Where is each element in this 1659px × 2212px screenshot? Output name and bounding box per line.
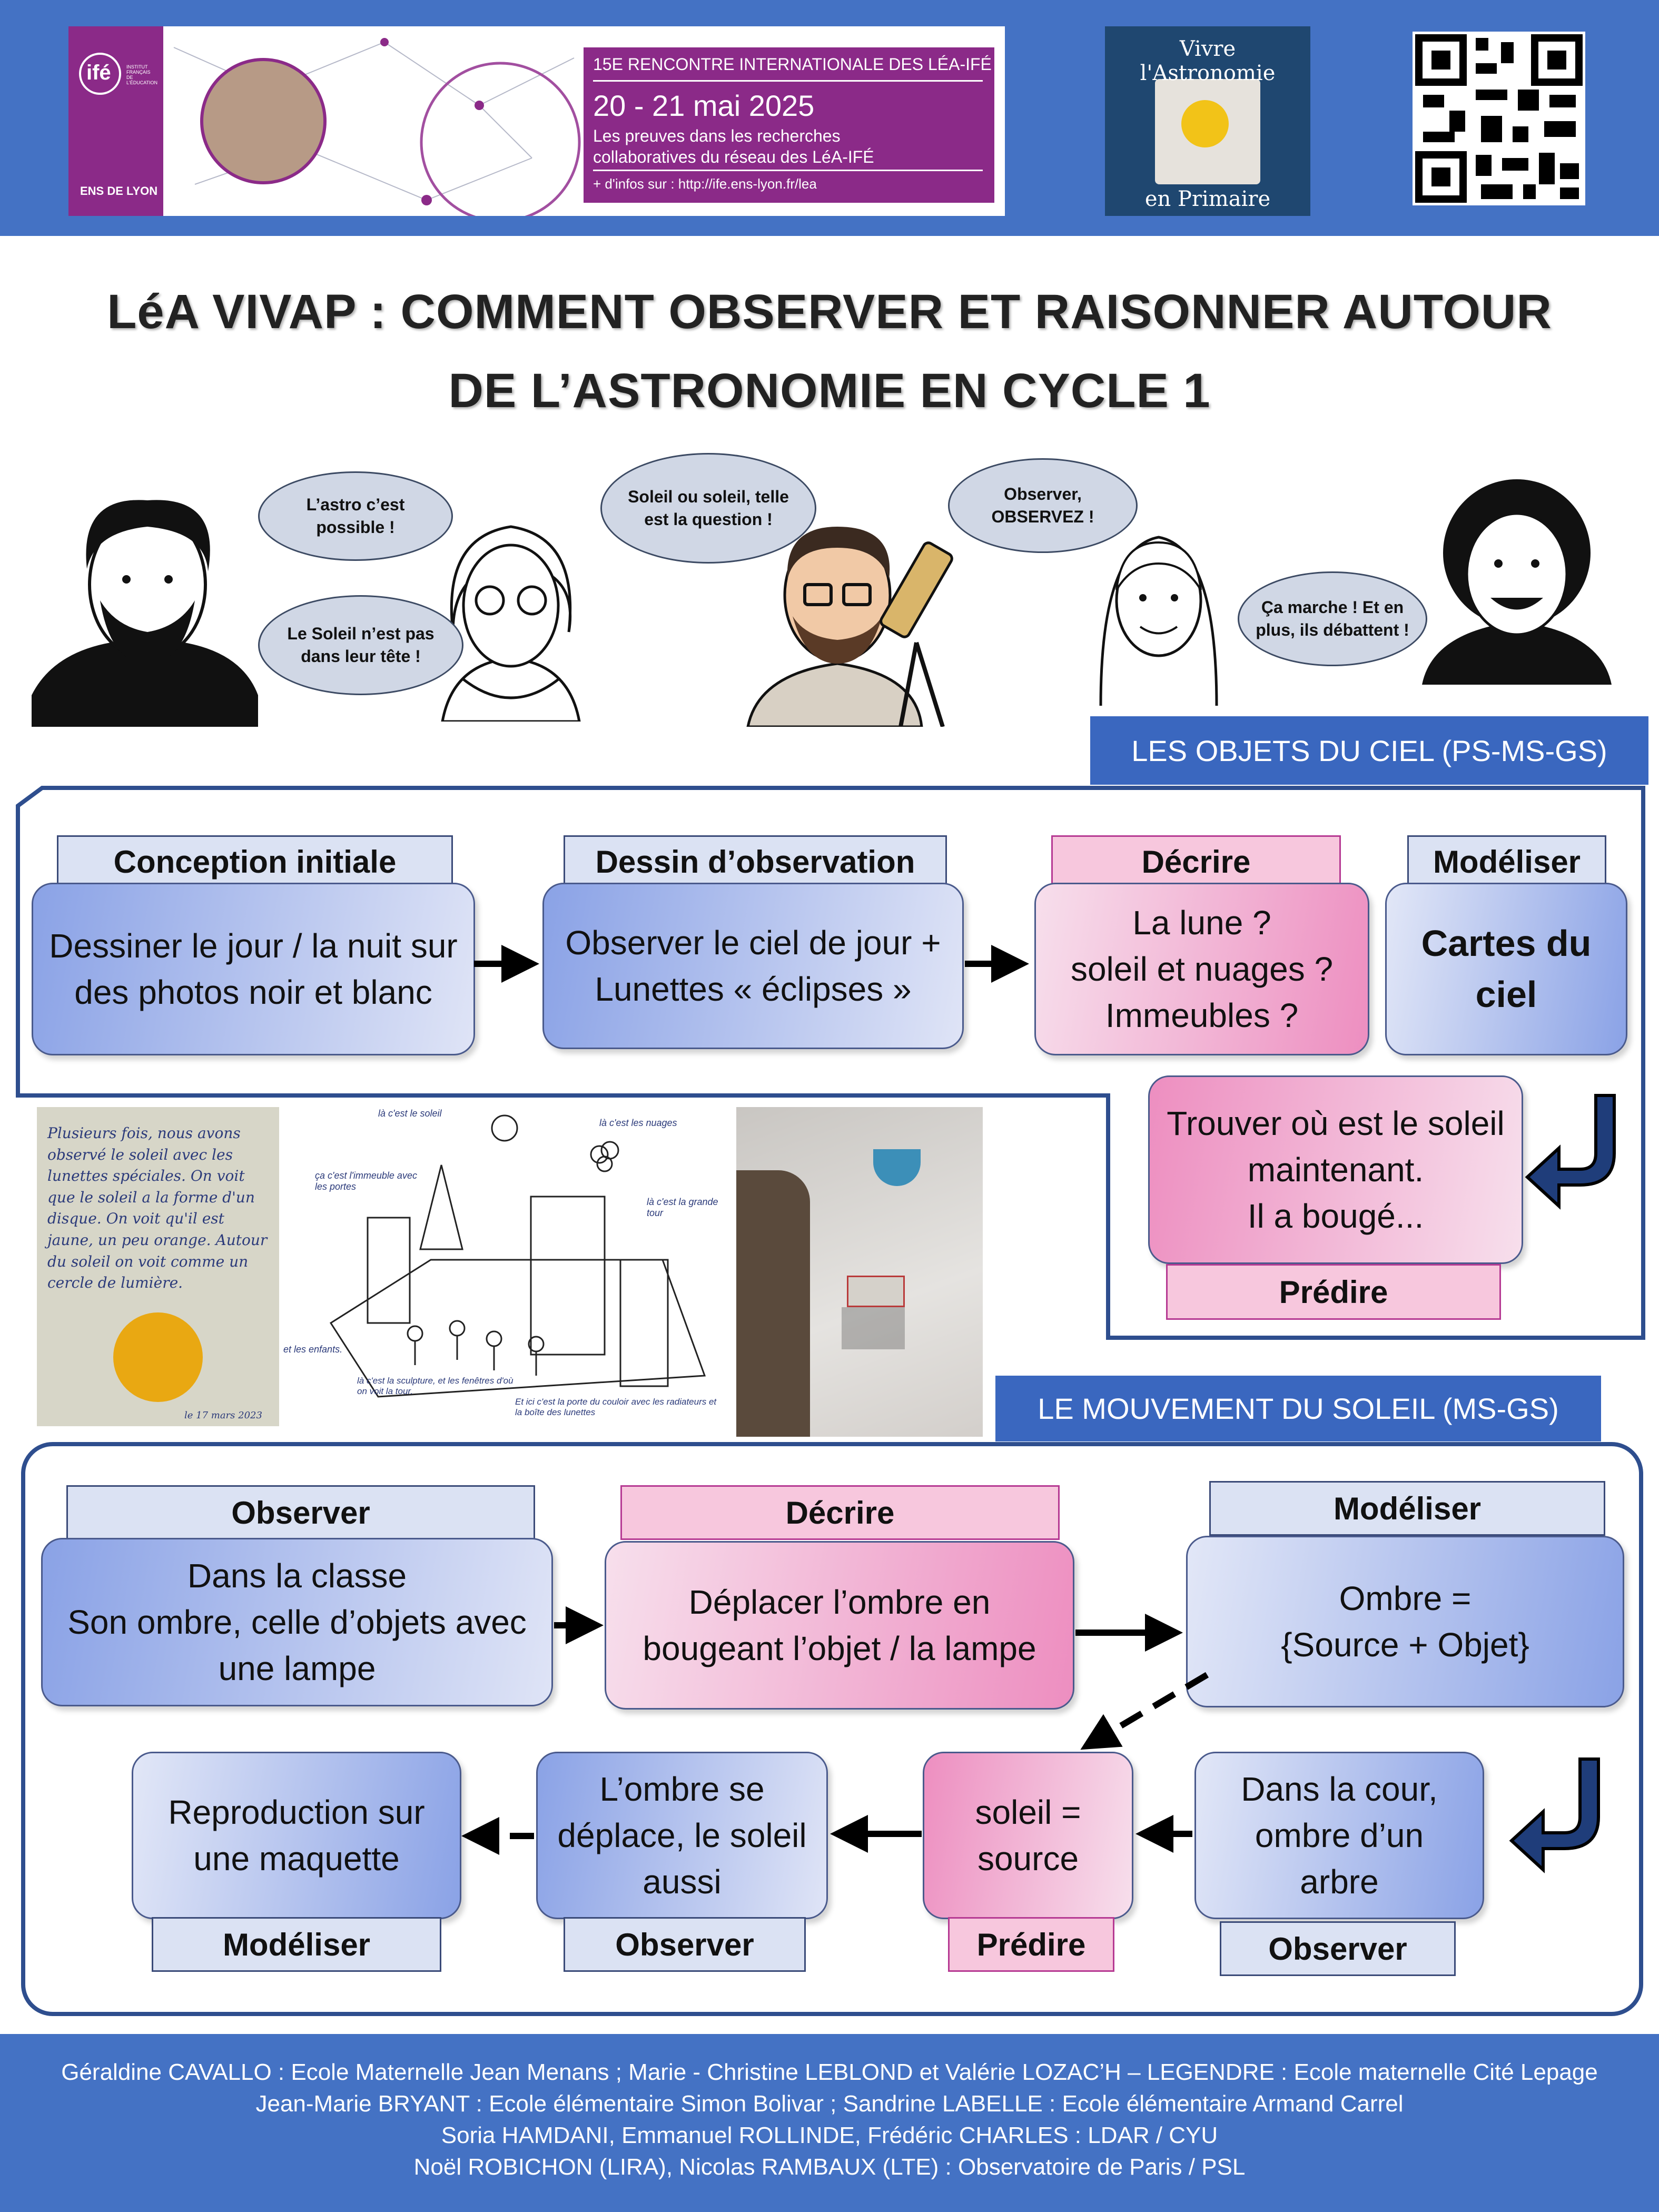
speech-bubble-2: Le Soleil n’est pas dans leur tête ! [258,595,463,695]
label-dessin-observation: Dessin d’observation [564,835,947,888]
footer-line-1: Géraldine CAVALLO : Ecole Maternelle Jean Menans ; Marie - Christine LEBLOND et Valérie LOZAC’H – LEGENDRE : Ecole maternelle Cité Lepage [61,2059,1598,2085]
event-subtitle-2: collaboratives du réseau des LéA-IFÉ [593,147,874,166]
box-conception-initiale: Dessiner le jour / la nuit sur des photos noir et blanc [32,883,475,1055]
page-title-line-2: DE L’ASTRONOMIE EN CYCLE 1 [448,364,1211,418]
label-predire: Prédire [1166,1264,1501,1320]
box-observer-classe: Dans la classe Son ombre, celle d’objets avec une lampe [41,1538,553,1706]
notebook-date: le 17 mars 2023 [184,1410,262,1421]
event-title: 15E RENCONTRE INTERNATIONALE DES LÉA-IFÉ [593,55,992,74]
box-predire: Trouver où est le soleil maintenant. Il a bougé... [1148,1075,1523,1264]
box-modeliser-ombre: Ombre = {Source + Objet} [1186,1536,1624,1707]
event-dates: 20 - 21 mai 2025 [593,89,815,122]
drawing-note-door: Et ici c'est la porte du couloir avec les radiateurs et la boîte des lunettes [515,1397,717,1417]
drawing-note-building: ça c'est l'immeuble avec les portes [315,1170,417,1192]
box-dessin-observation: Observer le ciel de jour + Lunettes « éclipses » [542,883,964,1049]
drawing-note-children: et les enfants. [283,1344,343,1355]
footer-line-4: Noël ROBICHON (LIRA), Nicolas RAMBAUX (LTE) : Observatoire de Paris / PSL [413,2154,1246,2180]
ife-logo-subtext: INSTITUT FRANÇAIS DE L'ÉDUCATION [126,64,158,85]
speech-bubble-3: Soleil ou soleil, telle est la question ! [600,453,816,564]
label-decrire: Décrire [1051,835,1341,888]
drawing-note-sculpture: là c'est la sculpture, et les fenêtres d'où on voit la tour. [357,1376,514,1396]
box-decrire-ombre: Déplacer l’ombre en bougeant l’objet / la lampe [605,1541,1074,1710]
ife-logo-text: ifé [86,61,111,84]
ens-logo-text: ENS DE LYON [80,184,158,197]
footer-line-2: Jean-Marie BRYANT : Ecole élémentaire Simon Bolivar ; Sandrine LABELLE : Ecole élémentaire Armand Carrel [255,2091,1404,2117]
speech-bubble-1: L’astro c’est possible ! [258,471,453,561]
label-observer-classe: Observer [66,1485,535,1540]
box-observer-cour: Dans la cour, ombre d’un arbre [1194,1752,1484,1919]
box-decrire: La lune ? soleil et nuages ? Immeubles ? [1034,883,1369,1055]
section-tab-objets-du-ciel: LES OBJETS DU CIEL (PS-MS-GS) [1090,716,1648,785]
speech-bubble-5: Ça marche ! Et en plus, ils débattent ! [1238,571,1427,666]
label-modeliser-ombre: Modéliser [1209,1481,1605,1536]
box-soleil-source: soleil = source [923,1752,1133,1919]
drawing-note-clouds: là c'est les nuages [599,1118,677,1128]
label-modeliser: Modéliser [1407,835,1606,888]
label-decrire-ombre: Décrire [620,1485,1060,1540]
event-subtitle-1: Les preuves dans les recherches [593,126,841,145]
footer-line-3: Soria HAMDANI, Emmanuel ROLLINDE, Frédéric CHARLES : LDAR / CYU [441,2122,1218,2148]
page-title-line-1: LéA VIVAP : COMMENT OBSERVER ET RAISONNER AUTOUR [107,285,1552,339]
event-link[interactable]: + d'infos sur : http://ife.ens-lyon.fr/lea [593,176,817,192]
box-modeliser: Cartes du ciel [1385,883,1627,1055]
label-conception-initiale: Conception initiale [57,835,453,888]
label-modeliser-maquette: Modéliser [152,1917,441,1972]
logo-text-2: en Primaire [1144,187,1271,211]
drawing-note-sun: là c'est le soleil [378,1108,442,1119]
drawing-note-tower: là c'est la grande tour [647,1197,718,1218]
box-observer-deplacement: L’ombre se déplace, le soleil aussi [536,1752,828,1919]
section-tab-mouvement-du-soleil: LE MOUVEMENT DU SOLEIL (MS-GS) [995,1376,1601,1441]
logo-text-1: Vivre l'Astronomie [1140,37,1276,85]
label-observer-deplacement: Observer [564,1917,806,1972]
label-predire-source: Prédire [948,1917,1114,1972]
notebook-text: Plusieurs fois, nous avons observé le soleil avec les lunettes spéciales. On voit que le soleil a la forme d'un disque. On voit qu'il est jaune, un peu orange. Autour du soleil on voit comme un cercle de lumière. [47,1124,268,1292]
box-maquette: Reproduction sur une maquette [132,1752,461,1919]
label-observer-cour: Observer [1220,1921,1456,1976]
speech-bubble-4: Observer, OBSERVEZ ! [948,458,1138,553]
